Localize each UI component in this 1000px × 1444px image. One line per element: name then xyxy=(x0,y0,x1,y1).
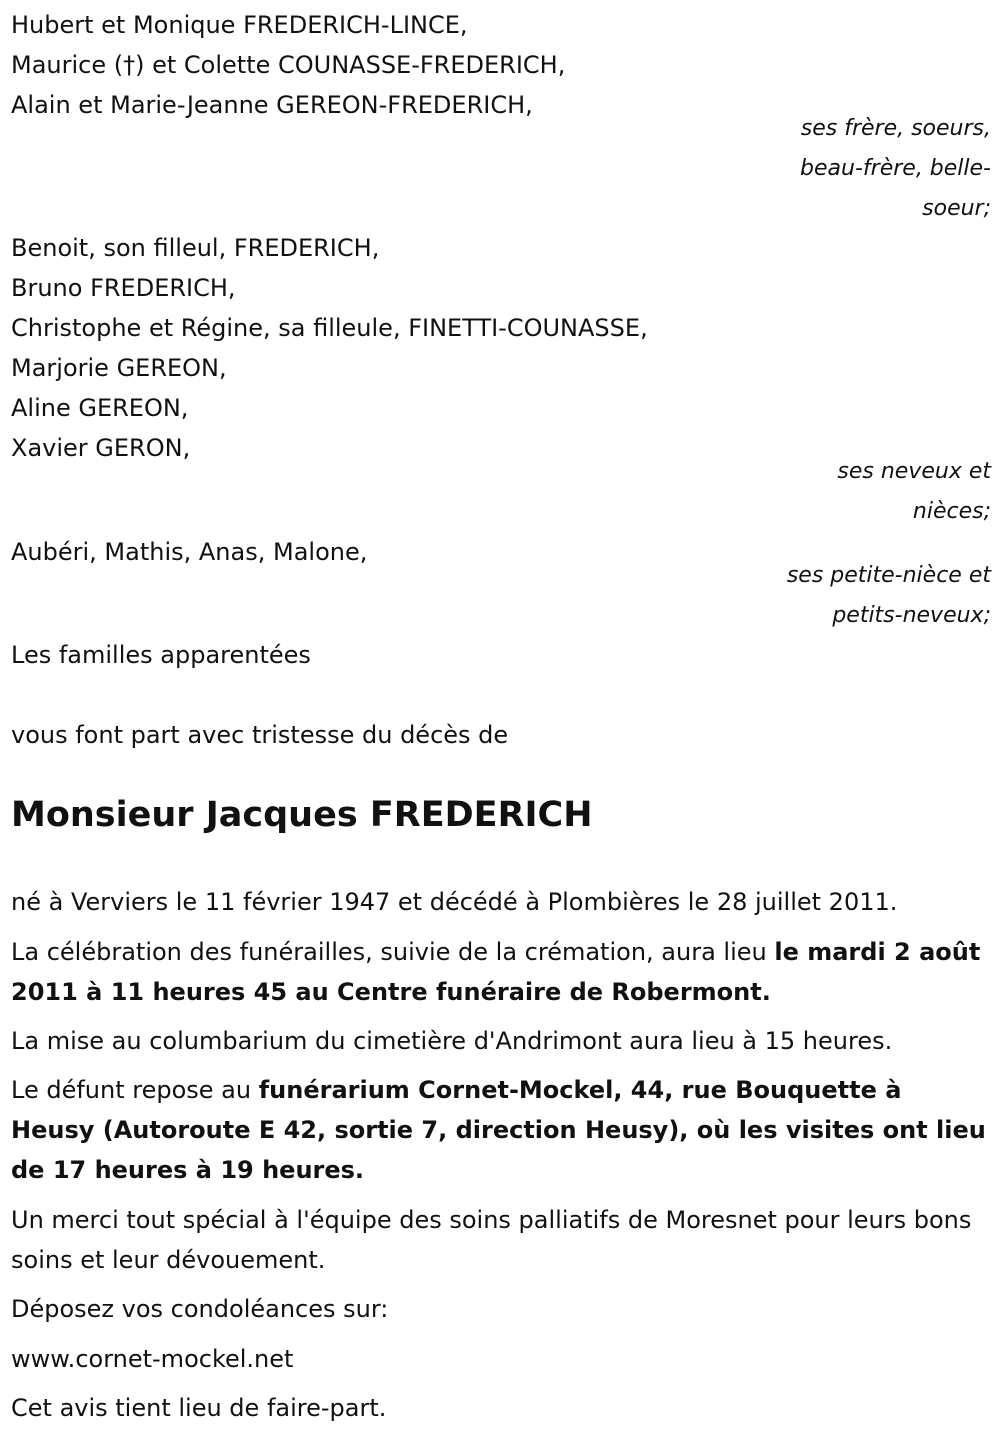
relationship-label: ses frère, soeurs, xyxy=(800,116,991,141)
closing-paragraph xyxy=(11,1388,991,1428)
family-line: Alain et Marie-Jeanne GEREON-FREDERICH, xyxy=(11,91,533,119)
columbarium-paragraph xyxy=(11,1021,991,1061)
website-paragraph xyxy=(11,1339,991,1379)
family-line: Xavier GERON, xyxy=(11,434,191,462)
family-line: Benoit, son filleul, FREDERICH, xyxy=(11,234,380,262)
relationship-label: nièces; xyxy=(912,499,991,524)
closing-text: Cet avis tient lieu de faire-part. xyxy=(11,1394,387,1422)
family-line: Christophe et Régine, sa filleule, FINETTI-COUNASSE, xyxy=(11,314,648,342)
ceremony-paragraph xyxy=(11,932,991,1012)
website-link: www.cornet-mockel.net xyxy=(11,1345,294,1373)
ceremony-details: le mardi 2 août 2011 à 11 heures 45 au Centre funéraire de Robermont. xyxy=(11,938,981,1006)
ceremony-text: La célébration des funérailles, suivie de la crémation, aura lieu xyxy=(11,938,775,966)
condolences-paragraph xyxy=(11,1289,991,1329)
condolences-text: Déposez vos condoléances sur: xyxy=(11,1295,389,1323)
family-line: Aubéri, Mathis, Anas, Malone, xyxy=(11,538,368,566)
family-line: Hubert et Monique FREDERICH-LINCE, xyxy=(11,11,468,39)
relationship-label: soeur; xyxy=(922,196,991,221)
announcement-line: vous font part avec tristesse du décès de xyxy=(11,721,509,749)
thanks-paragraph xyxy=(11,1200,991,1280)
deceased-name: Monsieur Jacques FREDERICH xyxy=(11,795,593,835)
repose-text: Le défunt repose au xyxy=(11,1076,259,1104)
thanks-text: Un merci tout spécial à l'équipe des soins palliatifs de Moresnet pour leurs bons soins et leur dévouement. xyxy=(11,1206,972,1274)
family-line: Bruno FREDERICH, xyxy=(11,274,236,302)
columbarium-text: La mise au columbarium du cimetière d'Andrimont aura lieu à 15 heures. xyxy=(11,1027,893,1055)
family-line: Marjorie GEREON, xyxy=(11,354,227,382)
birth-death-text: né à Verviers le 11 février 1947 et décédé à Plombières le 28 juillet 2011. xyxy=(11,888,898,916)
relationship-label: ses petite-nièce et xyxy=(786,563,991,588)
families-line: Les familles apparentées xyxy=(11,641,311,669)
relationship-label: petits-neveux; xyxy=(832,603,991,628)
relationship-label: beau-frère, belle- xyxy=(800,156,991,181)
repose-details: funérarium Cornet-Mockel, 44, rue Bouquette à Heusy (Autoroute E 42, sortie 7, direction Heusy), où les visites ont lieu de 17 heures à 19 heures. xyxy=(11,1076,986,1184)
birth-death-paragraph xyxy=(11,882,991,922)
family-line: Maurice (†) et Colette COUNASSE-FREDERICH, xyxy=(11,51,566,79)
repose-paragraph xyxy=(11,1070,991,1190)
relationship-label: ses neveux et xyxy=(837,459,991,484)
family-line: Aline GEREON, xyxy=(11,394,189,422)
